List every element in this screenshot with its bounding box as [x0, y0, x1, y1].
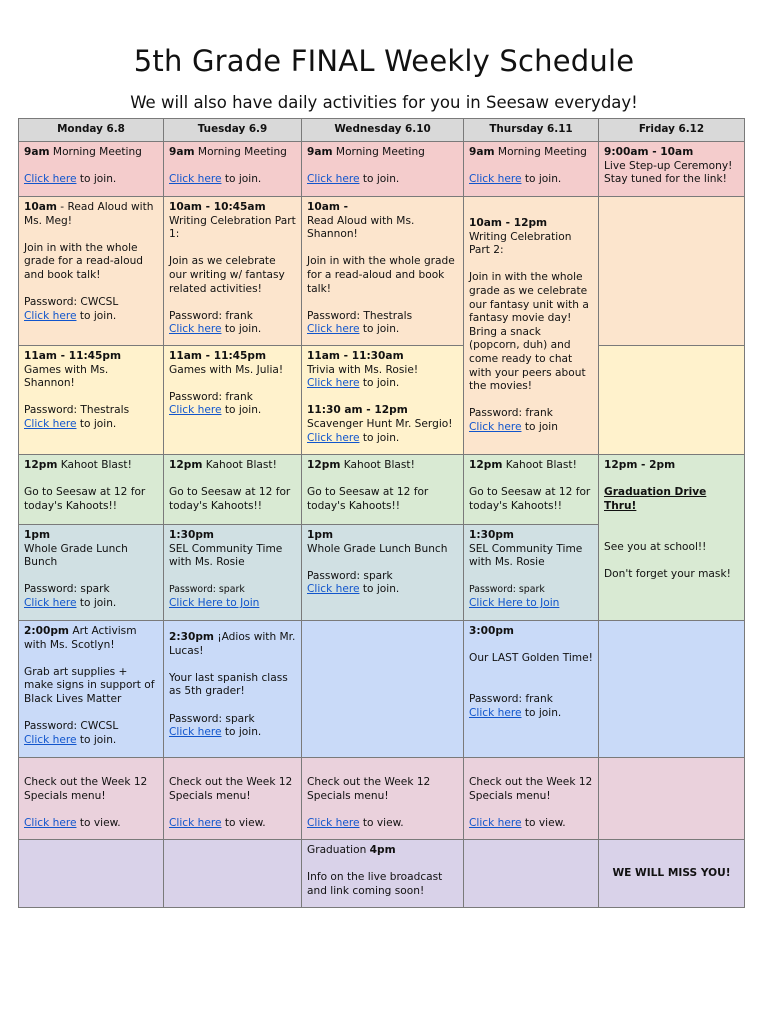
event-description: Join in with the whole grade for a read-aloud and book talk! — [307, 255, 455, 295]
cell-wed-2pm — [302, 621, 464, 758]
password-text: Password: spark — [24, 583, 110, 596]
link-suffix: to view. — [221, 816, 266, 829]
link-suffix: to join. — [76, 417, 117, 430]
join-link[interactable]: Click Here to Join — [469, 596, 560, 609]
time-label: 2:00pm — [24, 625, 69, 637]
event-title: Kahoot Blast! — [202, 459, 277, 471]
time-label: 1:30pm — [169, 529, 214, 541]
time-label: 12pm — [307, 459, 341, 471]
row-graduation — [19, 840, 745, 908]
event-description: Don't forget your mask! — [604, 567, 731, 580]
event-description: Go to Seesaw at 12 for today's Kahoots!! — [169, 486, 291, 512]
password-text: Password: spark — [169, 712, 255, 725]
event-title: SEL Community Time with Ms. Rosie — [169, 542, 283, 569]
cell-wed-specials — [302, 758, 464, 840]
link-suffix: to join. — [221, 173, 262, 186]
password-text: Password: Thestrals — [24, 404, 130, 417]
event-title: SEL Community Time with Ms. Rosie — [469, 542, 583, 569]
link-suffix: to join. — [521, 173, 562, 186]
event-title: Morning Meeting — [49, 146, 142, 158]
time-label: 9:00am - 10am — [604, 146, 694, 158]
event-title: Check out the Week 12 Specials menu! — [169, 776, 293, 802]
time-label: 10am — [24, 201, 57, 213]
day-header-wednesday: Wednesday 6.10 — [302, 119, 464, 142]
cell-fri-2pm — [599, 621, 745, 758]
join-link[interactable]: Click Here to Join — [169, 596, 260, 609]
cell-tue-11am — [164, 346, 302, 455]
event-title: Games with Ms. Shannon! — [24, 363, 109, 390]
cell-thu-specials — [464, 758, 599, 840]
event-description: Go to Seesaw at 12 for today's Kahoots!! — [24, 486, 146, 512]
link-suffix: to join. — [221, 726, 262, 739]
row-specials — [19, 758, 745, 840]
cell-mon-11am — [19, 346, 164, 455]
cell-wed-10am — [302, 197, 464, 346]
time-label: 12pm - 2pm — [604, 459, 676, 471]
cell-wed-morning — [302, 142, 464, 197]
cell-thu-1pm — [464, 525, 599, 621]
time-label: 1:30pm — [469, 529, 514, 541]
event-title: - Read Aloud with Ms. Meg! — [24, 201, 154, 227]
event-title: Live Step-up Ceremony! Stay tuned for the link! — [604, 159, 733, 186]
event-description: See you at school!! — [604, 540, 707, 553]
row-12pm — [19, 455, 745, 525]
cell-fri-12pm — [599, 455, 745, 621]
day-header-monday: Monday 6.8 — [19, 119, 164, 142]
event-description: Join in with the whole grade for a read-aloud and book talk! — [24, 241, 144, 281]
event-title: Read Aloud with Ms. Shannon! — [307, 214, 415, 241]
event-description: Join as we celebrate our writing w/ fantasy related activities! — [169, 255, 285, 295]
event-title: Graduation — [307, 844, 370, 856]
link-suffix: to join. — [76, 596, 117, 609]
time-label: 10am - — [307, 201, 349, 213]
cell-wed-grad — [302, 840, 464, 908]
cell-tue-2pm — [164, 621, 302, 758]
event-title: Games with Ms. Julia! — [169, 363, 284, 376]
password-text: Password: frank — [469, 407, 553, 420]
event-title: Trivia with Ms. Rosie! — [307, 363, 419, 376]
cell-wed-1pm — [302, 525, 464, 621]
join-link[interactable]: Click here — [24, 309, 77, 322]
cell-tue-morning — [164, 142, 302, 197]
view-link[interactable]: Click here — [24, 816, 77, 829]
join-link[interactable]: Click here — [469, 706, 522, 719]
cell-thu-grad — [464, 840, 599, 908]
time-label: 10am - 10:45am — [169, 201, 266, 213]
link-suffix: to join. — [76, 309, 117, 322]
cell-fri-morning — [599, 142, 745, 197]
link-suffix: to view. — [521, 816, 566, 829]
password-text: Password: CWCSL — [24, 720, 119, 733]
cell-thu-2pm — [464, 621, 599, 758]
page-subtitle: We will also have daily activities for you in Seesaw everyday! — [130, 93, 638, 112]
password-text: Password: spark — [469, 584, 545, 596]
link-suffix: to join. — [359, 323, 400, 336]
link-suffix: to join. — [359, 173, 400, 186]
password-text: Password: frank — [169, 390, 253, 403]
event-title: Writing Celebration Part 2: — [469, 230, 572, 257]
event-title: Our LAST Golden Time! — [469, 652, 593, 665]
join-link[interactable]: Click here — [307, 583, 360, 596]
event-title: Kahoot Blast! — [502, 459, 577, 471]
day-header-tuesday: Tuesday 6.9 — [164, 119, 302, 142]
cell-mon-specials — [19, 758, 164, 840]
link-suffix: to join. — [521, 706, 562, 719]
link-suffix: to join. — [359, 377, 400, 390]
link-suffix: to view. — [359, 816, 404, 829]
time-label: 11am - 11:30am — [307, 350, 404, 362]
cell-thu-morning — [464, 142, 599, 197]
cell-wed-11am — [302, 346, 464, 455]
view-link[interactable]: Click here — [469, 816, 522, 829]
schedule-table — [18, 118, 745, 908]
time-label: 9am — [469, 146, 495, 158]
row-2pm — [19, 621, 745, 758]
time-label: 1pm — [24, 529, 50, 541]
join-link[interactable]: Click here — [307, 323, 360, 336]
password-text: Password: Thestrals — [307, 309, 413, 322]
password-text: Password: frank — [169, 309, 253, 322]
cell-mon-10am — [19, 197, 164, 346]
time-label: 11am - 11:45pm — [169, 350, 267, 362]
time-label: 12pm — [469, 459, 503, 471]
time-label: 9am — [307, 146, 333, 158]
cell-fri-11am — [599, 346, 745, 455]
join-link[interactable]: Click here — [307, 173, 360, 186]
day-header-friday: Friday 6.12 — [599, 119, 745, 142]
password-text: Password: frank — [469, 692, 553, 705]
cell-mon-12pm — [19, 455, 164, 525]
cell-tue-grad — [164, 840, 302, 908]
time-label: 11:30 am - 12pm — [307, 404, 408, 417]
cell-tue-1pm — [164, 525, 302, 621]
event-title: Scavenger Hunt Mr. Sergio! — [307, 417, 453, 430]
cell-thu-12pm — [464, 455, 599, 525]
cell-tue-specials — [164, 758, 302, 840]
event-title: Whole Grade Lunch Bunch — [24, 542, 128, 569]
password-text: Password: CWCSL — [24, 296, 119, 309]
event-title: Check out the Week 12 Specials menu! — [469, 776, 593, 802]
password-text: Password: spark — [307, 569, 393, 582]
event-description: Join in with the whole grade as we celebrate our fantasy unit with a fantasy movie day! Bring a snack (popcorn, duh) and come ready to chat with your peers about the movies! — [469, 271, 589, 393]
event-description: Your last spanish class as 5th grader! — [169, 671, 288, 698]
join-link[interactable]: Click here — [469, 420, 522, 433]
row-11am — [19, 346, 745, 455]
join-link[interactable]: Click here — [24, 596, 77, 609]
farewell-message: WE WILL MISS YOU! — [599, 840, 745, 908]
event-title: Graduation Drive Thru! — [604, 486, 707, 512]
header-row — [19, 119, 745, 142]
event-description: Grab art supplies + make signs in support of Black Lives Matter — [24, 665, 155, 705]
cell-thu-10am — [464, 197, 599, 455]
cell-fri-10am — [599, 197, 745, 346]
time-label: 12pm — [169, 459, 203, 471]
password-text: Password: spark — [169, 584, 245, 596]
cell-mon-grad — [19, 840, 164, 908]
event-title: Morning Meeting — [194, 146, 287, 158]
join-link[interactable]: Click here — [469, 173, 522, 186]
event-title: Check out the Week 12 Specials menu! — [307, 776, 431, 802]
link-suffix: to join — [521, 420, 558, 433]
cell-mon-morning — [19, 142, 164, 197]
join-link[interactable]: Click here — [169, 323, 222, 336]
event-title: ¡Adios with Mr. Lucas! — [169, 631, 296, 657]
event-description: Go to Seesaw at 12 for today's Kahoots!! — [469, 486, 591, 512]
join-link[interactable]: Click here — [24, 733, 77, 746]
time-label: 9am — [169, 146, 195, 158]
join-link[interactable]: Click here — [307, 377, 360, 390]
join-link[interactable]: Click here — [169, 173, 222, 186]
time-label: 9am — [24, 146, 50, 158]
cell-wed-12pm — [302, 455, 464, 525]
link-suffix: to join. — [76, 733, 117, 746]
page-title: 5th Grade FINAL Weekly Schedule — [133, 44, 635, 78]
cell-tue-10am — [164, 197, 302, 346]
event-description: Info on the live broadcast and link coming soon! — [307, 871, 443, 897]
row-10am — [19, 197, 745, 346]
link-suffix: to join. — [359, 583, 400, 596]
link-suffix: to join. — [221, 404, 262, 417]
time-label: 11am - 11:45pm — [24, 350, 122, 362]
event-title: Morning Meeting — [332, 146, 425, 158]
event-title: Kahoot Blast! — [57, 459, 132, 471]
cell-mon-1pm — [19, 525, 164, 621]
cell-fri-specials — [599, 758, 745, 840]
event-title: Kahoot Blast! — [340, 459, 415, 471]
join-link[interactable]: Click here — [169, 404, 222, 417]
cell-tue-12pm — [164, 455, 302, 525]
link-suffix: to join. — [221, 323, 262, 336]
event-title: Writing Celebration Part 1: — [169, 214, 296, 241]
join-link[interactable]: Click here — [169, 726, 222, 739]
time-label: 2:30pm — [169, 631, 214, 643]
cell-mon-2pm — [19, 621, 164, 758]
link-suffix: to view. — [76, 816, 121, 829]
event-title: Whole Grade Lunch Bunch — [307, 542, 448, 555]
time-label: 10am - 12pm — [469, 217, 548, 229]
join-link[interactable]: Click here — [24, 417, 77, 430]
view-link[interactable]: Click here — [169, 816, 222, 829]
join-link[interactable]: Click here — [307, 431, 360, 444]
link-suffix: to join. — [359, 431, 400, 444]
event-title: Morning Meeting — [494, 146, 587, 158]
time-label: 12pm — [24, 459, 58, 471]
day-header-thursday: Thursday 6.11 — [464, 119, 599, 142]
event-title: Check out the Week 12 Specials menu! — [24, 776, 148, 802]
link-suffix: to join. — [76, 173, 117, 186]
view-link[interactable]: Click here — [307, 816, 360, 829]
event-title: Art Activism with Ms. Scotlyn! — [24, 625, 137, 651]
join-link[interactable]: Click here — [24, 173, 77, 186]
event-description: Go to Seesaw at 12 for today's Kahoots!! — [307, 486, 429, 512]
time-label: 3:00pm — [469, 625, 514, 637]
time-label: 1pm — [307, 529, 333, 541]
row-morning — [19, 142, 745, 197]
time-label: 4pm — [369, 844, 396, 856]
